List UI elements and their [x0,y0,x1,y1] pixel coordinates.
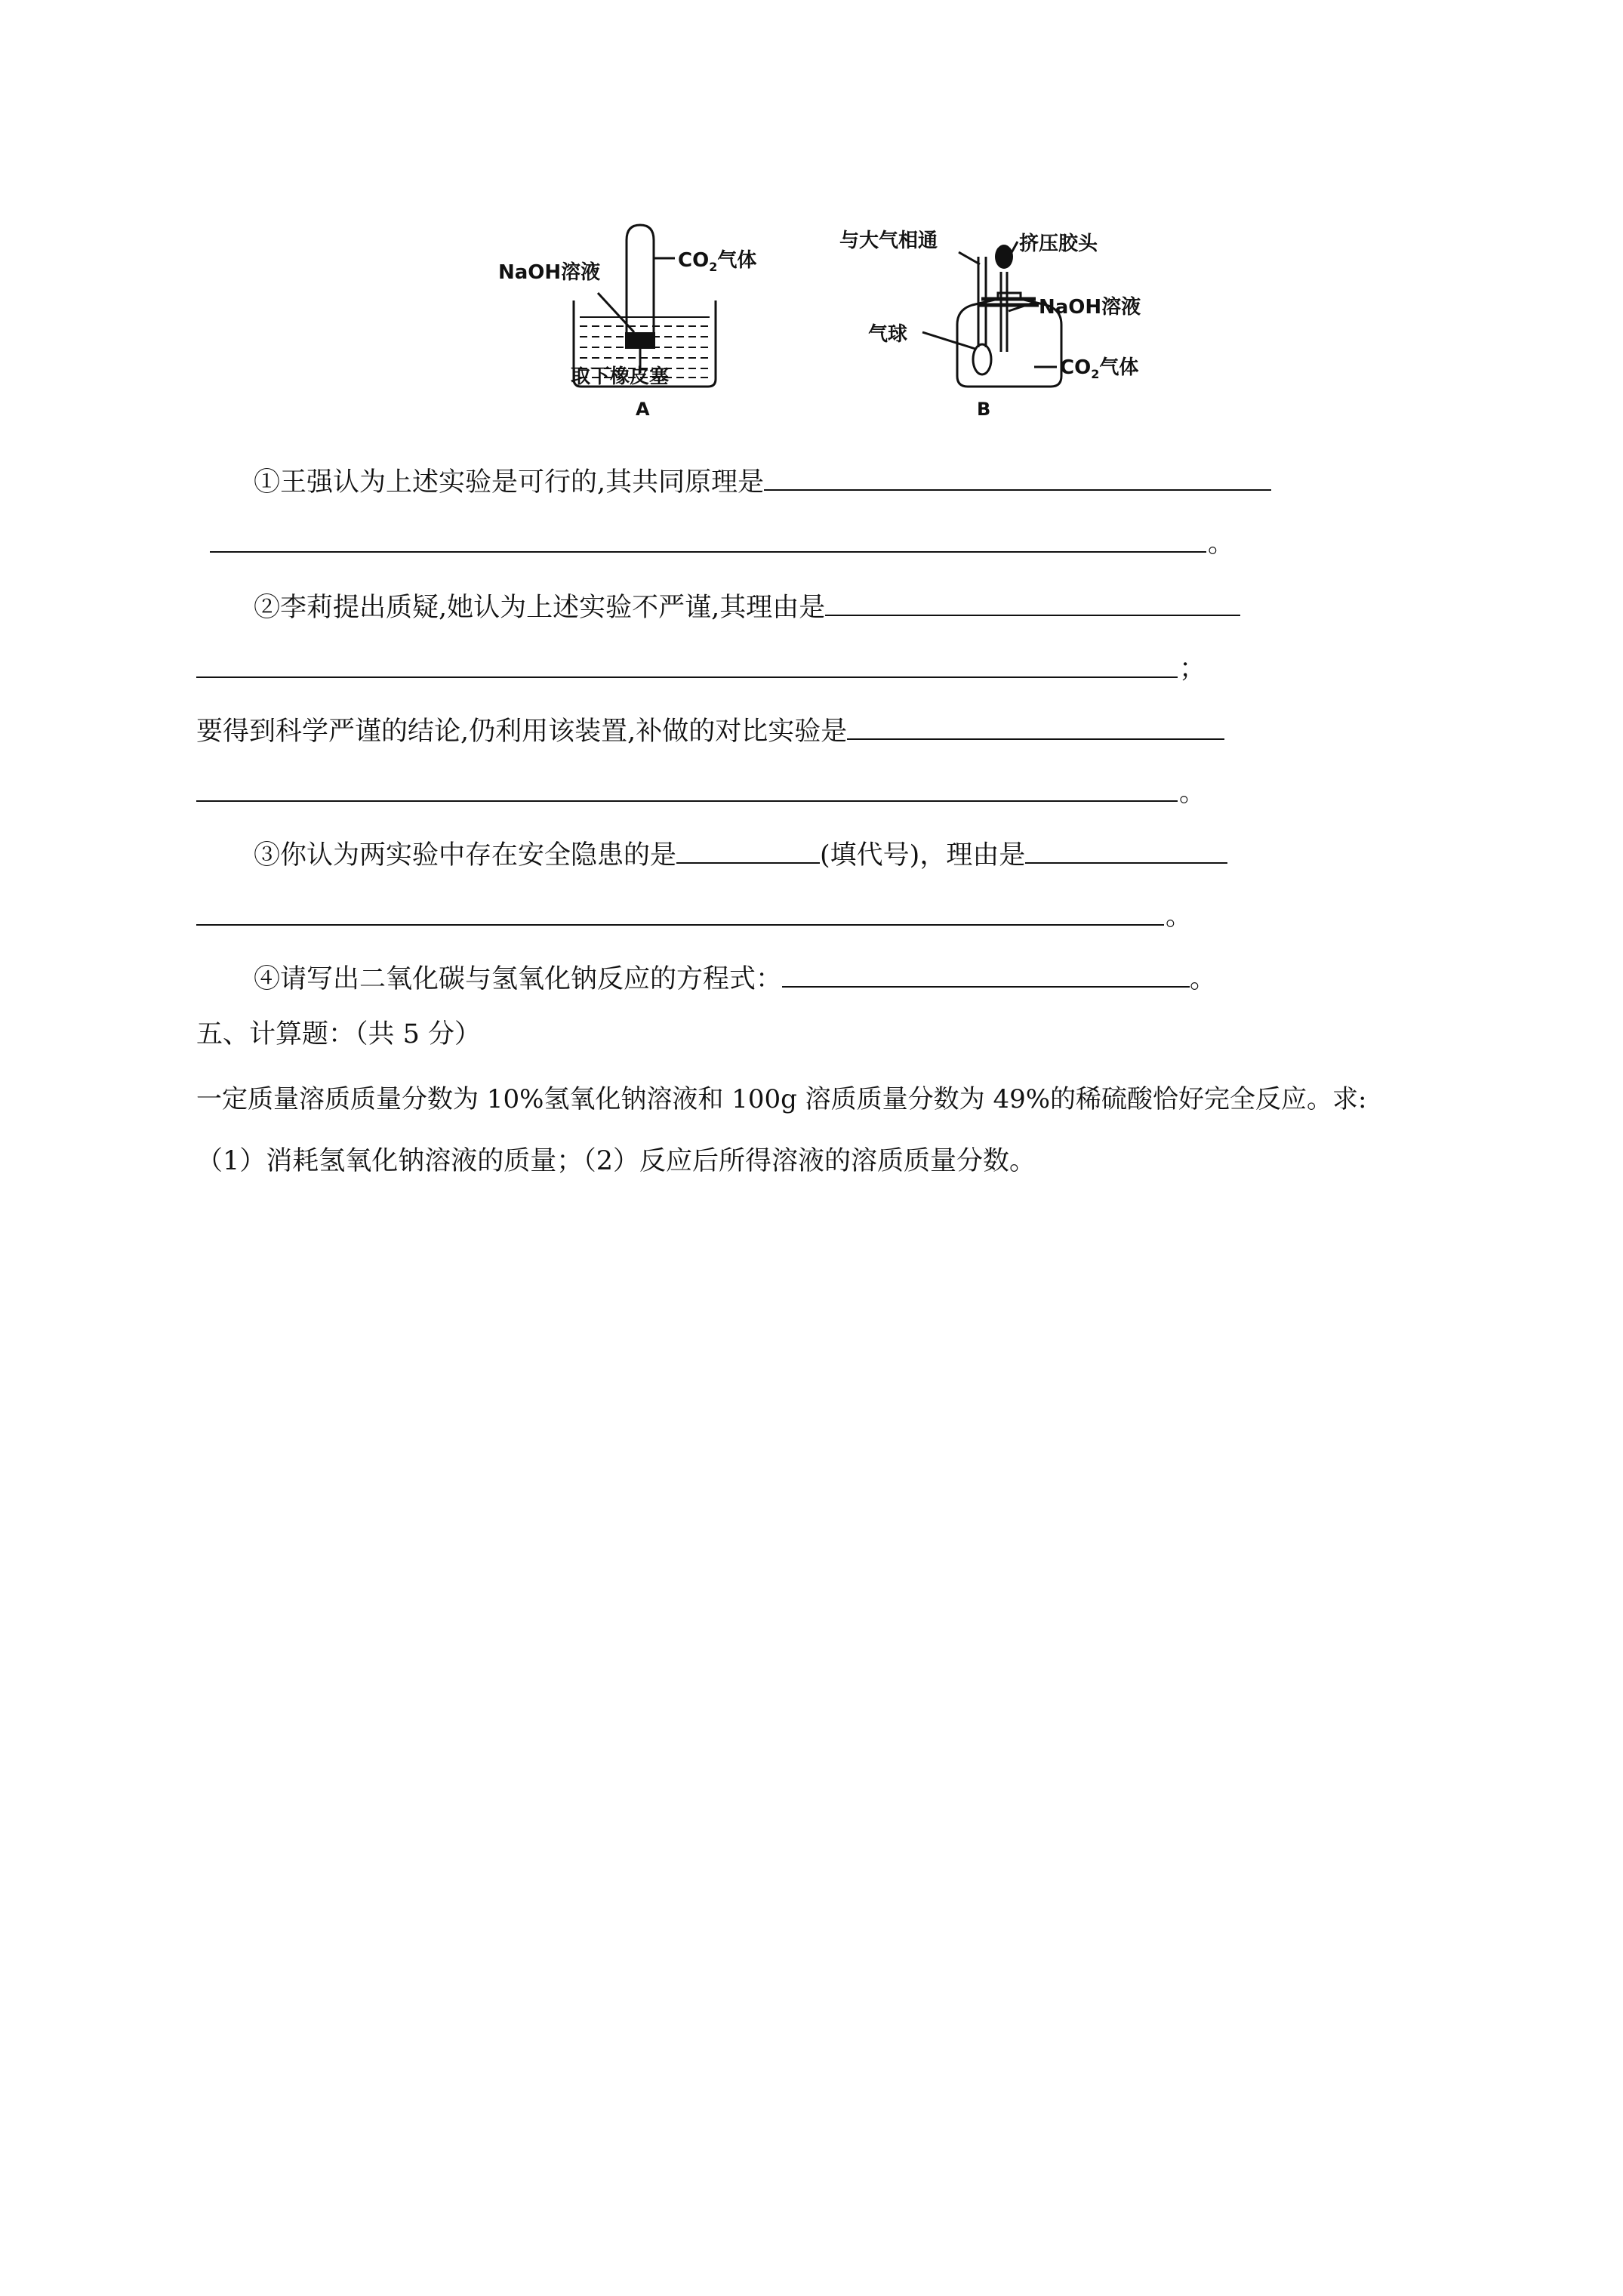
dropper-bulb [995,245,1013,269]
section-5-problem-line-1: 一定质量溶质质量分数为 10%氢氧化钠溶液和 100g 溶质质量分数为 49%的稀硫酸恰好完全反应。求: [196,1084,1367,1114]
question-2-blank-a[interactable] [825,589,1240,616]
question-3 [254,837,1227,871]
question-1-text: ①王强认为上述实验是可行的,其共同原理是 [254,467,765,498]
question-1-end: 。 [1208,529,1235,559]
question-4-end: 。 [1190,964,1217,994]
apparatus-drawing [0,0,1623,453]
rubber-stopper [625,332,655,349]
question-4-blank[interactable] [782,960,1190,988]
question-3-text-b: (填代号)，理由是 [820,840,1026,871]
label-squeeze-bulb: 挤压胶头 [1019,233,1098,255]
question-3-blank-reason-a[interactable] [1025,837,1227,864]
question-2b-blank-a[interactable] [847,713,1224,740]
question-1 [254,464,1271,498]
section-5-problem-line-2: （1）消耗氢氧化钠溶液的质量；（2）反应后所得溶液的溶质质量分数。 [196,1146,1036,1176]
label-naoh-solution-a: NaOH溶液 [498,261,601,284]
question-2b-blank-b[interactable] [196,800,1178,802]
section-5-heading: 五、计算题：（共 5 分） [196,1019,482,1049]
label-balloon: 气球 [868,323,908,346]
question-1-blank-b[interactable] [210,551,1206,553]
question-4-text: ④请写出二氧化碳与氢氧化钠反应的方程式： [254,964,783,994]
question-2-text: ②李莉提出质疑,她认为上述实验不严谨,其理由是 [254,593,826,623]
question-3-text-a: ③你认为两实验中存在安全隐患的是 [254,840,677,871]
label-co2-gas-a: $CO_2$气体 [678,249,757,275]
caption-b: B [977,399,991,420]
question-2b-end: 。 [1179,778,1206,808]
label-co2-gas-b: $CO_2$气体 [1060,356,1139,382]
question-4 [254,960,1216,994]
caption-a: A [636,399,650,420]
question-1-blank-a[interactable] [764,464,1271,491]
question-2 [254,589,1240,623]
question-2b-text: 要得到科学严谨的结论,仍利用该装置,补做的对比实验是 [196,717,848,747]
test-tube [627,225,654,340]
question-2b [196,713,1224,747]
question-3-end: 。 [1166,901,1193,932]
label-remove-stopper: 取下橡皮塞 [571,365,670,388]
label-open-to-air: 与大气相通 [839,230,938,252]
balloon [973,344,991,374]
question-3-blank-code[interactable] [676,837,820,864]
question-2-end: ； [1179,654,1206,684]
label-naoh-solution-b: NaOH溶液 [1039,296,1141,319]
question-2-blank-b[interactable] [196,676,1178,678]
question-3-blank-reason-b[interactable] [196,924,1164,926]
